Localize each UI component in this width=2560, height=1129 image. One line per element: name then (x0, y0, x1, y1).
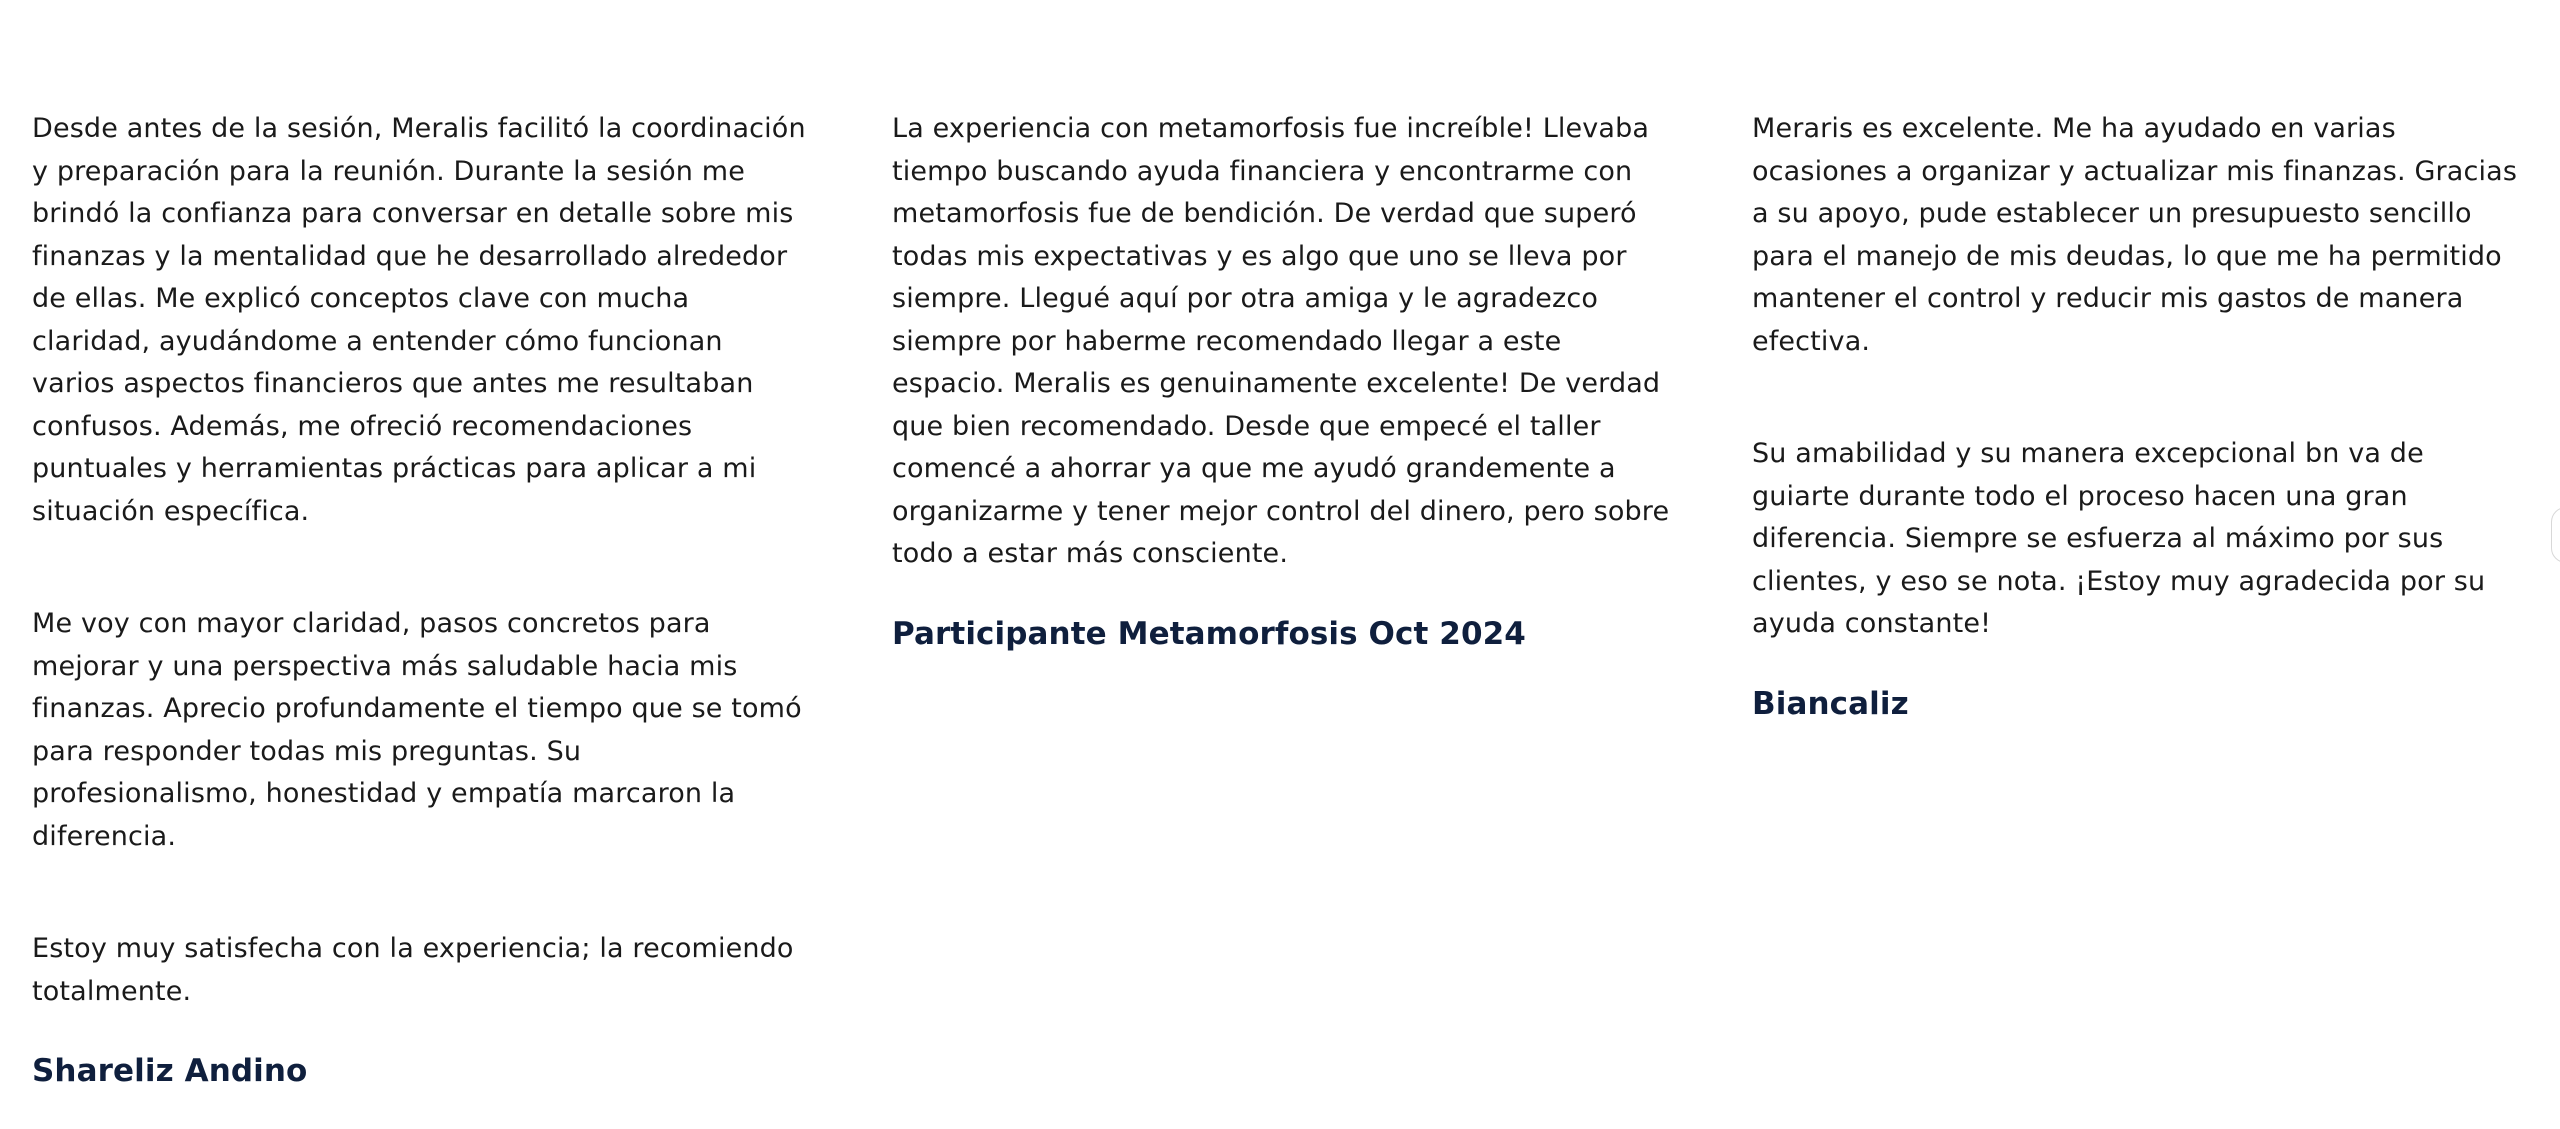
testimonial-author: Shareliz Andino (32, 1053, 308, 1089)
testimonial-card (892, 108, 1672, 654)
testimonial-paragraph: Su amabilidad y su manera excepcional bn va de guiarte durante todo el proceso hacen una gran diferencia. Siempre se esfuerza al máximo por sus clientes, y eso se nota. ¡Estoy muy agradecida por su ayuda constante! (1752, 438, 2486, 639)
testimonial-paragraph: Meraris es excelente. Me ha ayudado en varias ocasiones a organizar y actualizar mis finanzas. Gracias a su apoyo, pude establecer un presupuesto sencillo para el manejo de mis deudas, lo que me ha permitido mantener el control y reducir mis gastos de manera efectiva. (1752, 113, 2518, 357)
testimonial-paragraph: Estoy muy satisfecha con la experiencia; la recomiendo totalmente. (32, 933, 794, 1007)
testimonial-author: Participante Metamorfosis Oct 2024 (892, 615, 1526, 652)
testimonial-paragraph: Me voy con mayor claridad, pasos concretos para mejorar y una perspectiva más saludable hacia mis finanzas. Aprecio profundamente el tiempo que se tomó para responder todas mis preguntas. Su profesionalismo, honestidad y empatía marcaron la diferencia. (32, 608, 802, 852)
testimonial-author: Biancaliz (1752, 685, 1909, 722)
testimonial-paragraph: La experiencia con metamorfosis fue increíble! Llevaba tiempo buscando ayuda financiera y encontrarme con metamorfosis fue de bendición. De verdad que superó todas mis expectativas y es algo que uno se lleva por siempre. Llegué aquí por otra amiga y le agradezco siempre por haberme recomendado llegar a este espacio. Meralis es genuinamente excelente! De verdad que bien recomendado. Desde que empecé el taller comencé a ahorrar ya que me ayudó grandemente a organizarme y tener mejor control del dinero, pero sobre todo a estar más consciente. (892, 113, 1670, 569)
testimonial-card (1752, 108, 2532, 724)
testimonial-card (32, 108, 812, 1091)
carousel-next-button[interactable] (2551, 507, 2560, 563)
testimonial-paragraph: Desde antes de la sesión, Meralis facilitó la coordinación y preparación para la reunión. Durante la sesión me brindó la confianza para conversar en detalle sobre mis finanzas y la mentalidad que he desarrollado alrededor de ellas. Me explicó conceptos clave con mucha claridad, ayudándome a entender cómo funcionan varios aspectos financieros que antes me resultaban confusos. Además, me ofreció recomendaciones puntuales y herramientas prácticas para aplicar a mi situación específica. (32, 113, 806, 527)
